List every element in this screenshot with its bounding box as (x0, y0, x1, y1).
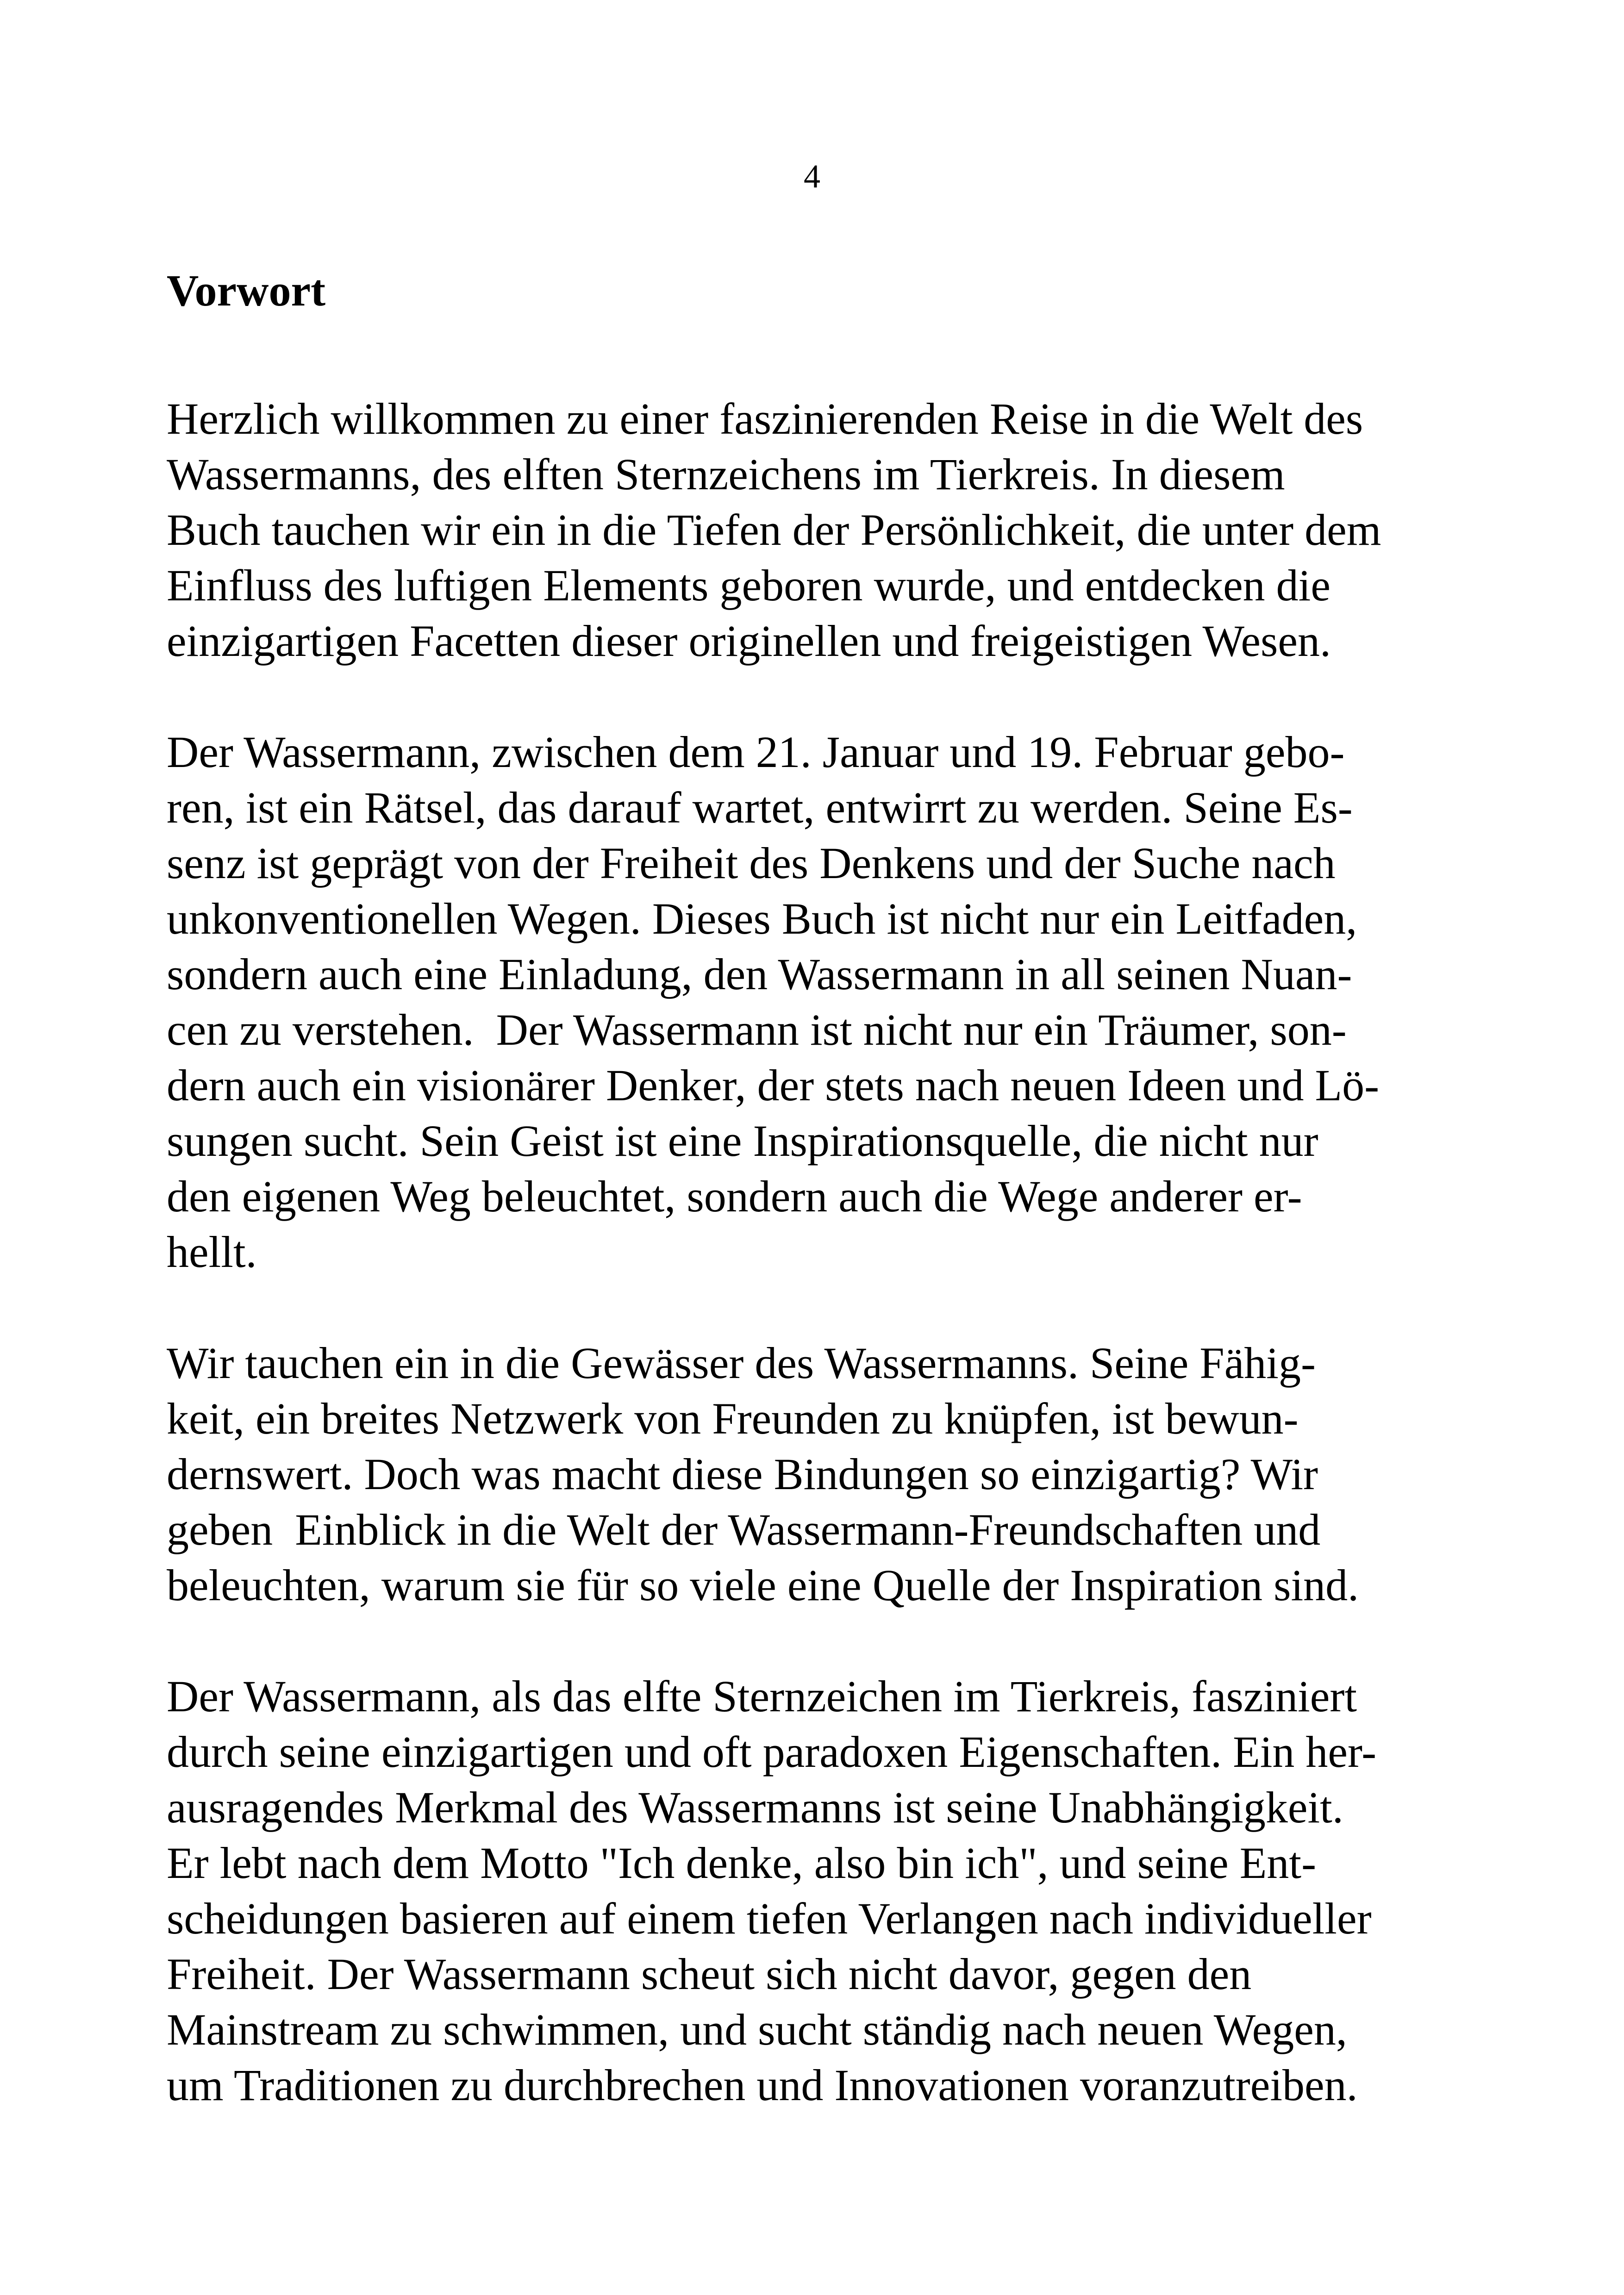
text-line: dern auch ein visionärer Denker, der stets nach neuen Ideen und Lö- (167, 1060, 1380, 1110)
text-line: hellt. (167, 1227, 257, 1277)
text-line: den eigenen Weg beleuchtet, sondern auch die Wege anderer er- (167, 1172, 1302, 1221)
text-line: einzigartigen Facetten dieser originellen und freigeistigen Wesen. (167, 616, 1331, 666)
text-line: Der Wassermann, als das elfte Sternzeichen im Tierkreis, fasziniert (167, 1671, 1357, 1721)
page-number: 4 (804, 158, 820, 195)
paragraph (167, 391, 1463, 669)
text-line: ren, ist ein Rätsel, das darauf wartet, entwirrt zu werden. Seine Es- (167, 783, 1353, 832)
text-line: cen zu verstehen. Der Wassermann ist nicht nur ein Träumer, son- (167, 1005, 1347, 1054)
paragraph-gap (167, 1613, 1463, 1669)
text-line: Herzlich willkommen zu einer faszinierenden Reise in die Welt des (167, 394, 1363, 443)
text-line: senz ist geprägt von der Freiheit des Denkens und der Suche nach (167, 838, 1336, 888)
text-line: ausragendes Merkmal des Wassermanns ist seine Unabhängigkeit. (167, 1783, 1343, 1832)
paragraph (167, 1669, 1463, 2113)
text-line: durch seine einzigartigen und oft paradoxen Eigenschaften. Ein her- (167, 1727, 1377, 1777)
text-line: sungen sucht. Sein Geist ist eine Inspirationsquelle, die nicht nur (167, 1116, 1318, 1166)
text-line: Mainstream zu schwimmen, und sucht ständig nach neuen Wegen, (167, 2005, 1347, 2054)
text-line: beleuchten, warum sie für so viele eine Quelle der Inspiration sind. (167, 1560, 1359, 1610)
paragraph (167, 724, 1463, 1280)
text-line: Einfluss des luftigen Elements geboren wurde, und entdecken die (167, 561, 1330, 610)
text-line: Der Wassermann, zwischen dem 21. Januar und 19. Februar gebo- (167, 727, 1345, 777)
text-line: Wassermanns, des elften Sternzeichens im Tierkreis. In diesem (167, 449, 1285, 499)
text-line: unkonventionellen Wegen. Dieses Buch ist nicht nur ein Leitfaden, (167, 894, 1357, 943)
text-line: Buch tauchen wir ein in die Tiefen der Persönlichkeit, die unter dem (167, 505, 1381, 555)
text-line: keit, ein breites Netzwerk von Freunden zu knüpfen, ist bewun- (167, 1394, 1299, 1443)
paragraph-gap (167, 1280, 1463, 1335)
text-line: scheidungen basieren auf einem tiefen Verlangen nach individueller (167, 1894, 1372, 1943)
text-line: Er lebt nach dem Motto "Ich denke, also bin ich", und seine Ent- (167, 1838, 1317, 1888)
text-line: Freiheit. Der Wassermann scheut sich nicht davor, gegen den (167, 1949, 1252, 1999)
text-line: dernswert. Doch was macht diese Bindungen so einzigartig? Wir (167, 1449, 1318, 1499)
text-line: geben Einblick in die Welt der Wassermann-Freundschaften und (167, 1505, 1321, 1554)
body-text (167, 391, 1463, 2113)
text-line: sondern auch eine Einladung, den Wassermann in all seinen Nuan- (167, 949, 1352, 999)
text-line: um Traditionen zu durchbrechen und Innovationen voranzutreiben. (167, 2060, 1358, 2110)
section-heading: Vorwort (167, 266, 326, 315)
paragraph (167, 1335, 1463, 1613)
paragraph-gap (167, 669, 1463, 724)
text-line: Wir tauchen ein in die Gewässer des Wassermanns. Seine Fähig- (167, 1338, 1316, 1388)
